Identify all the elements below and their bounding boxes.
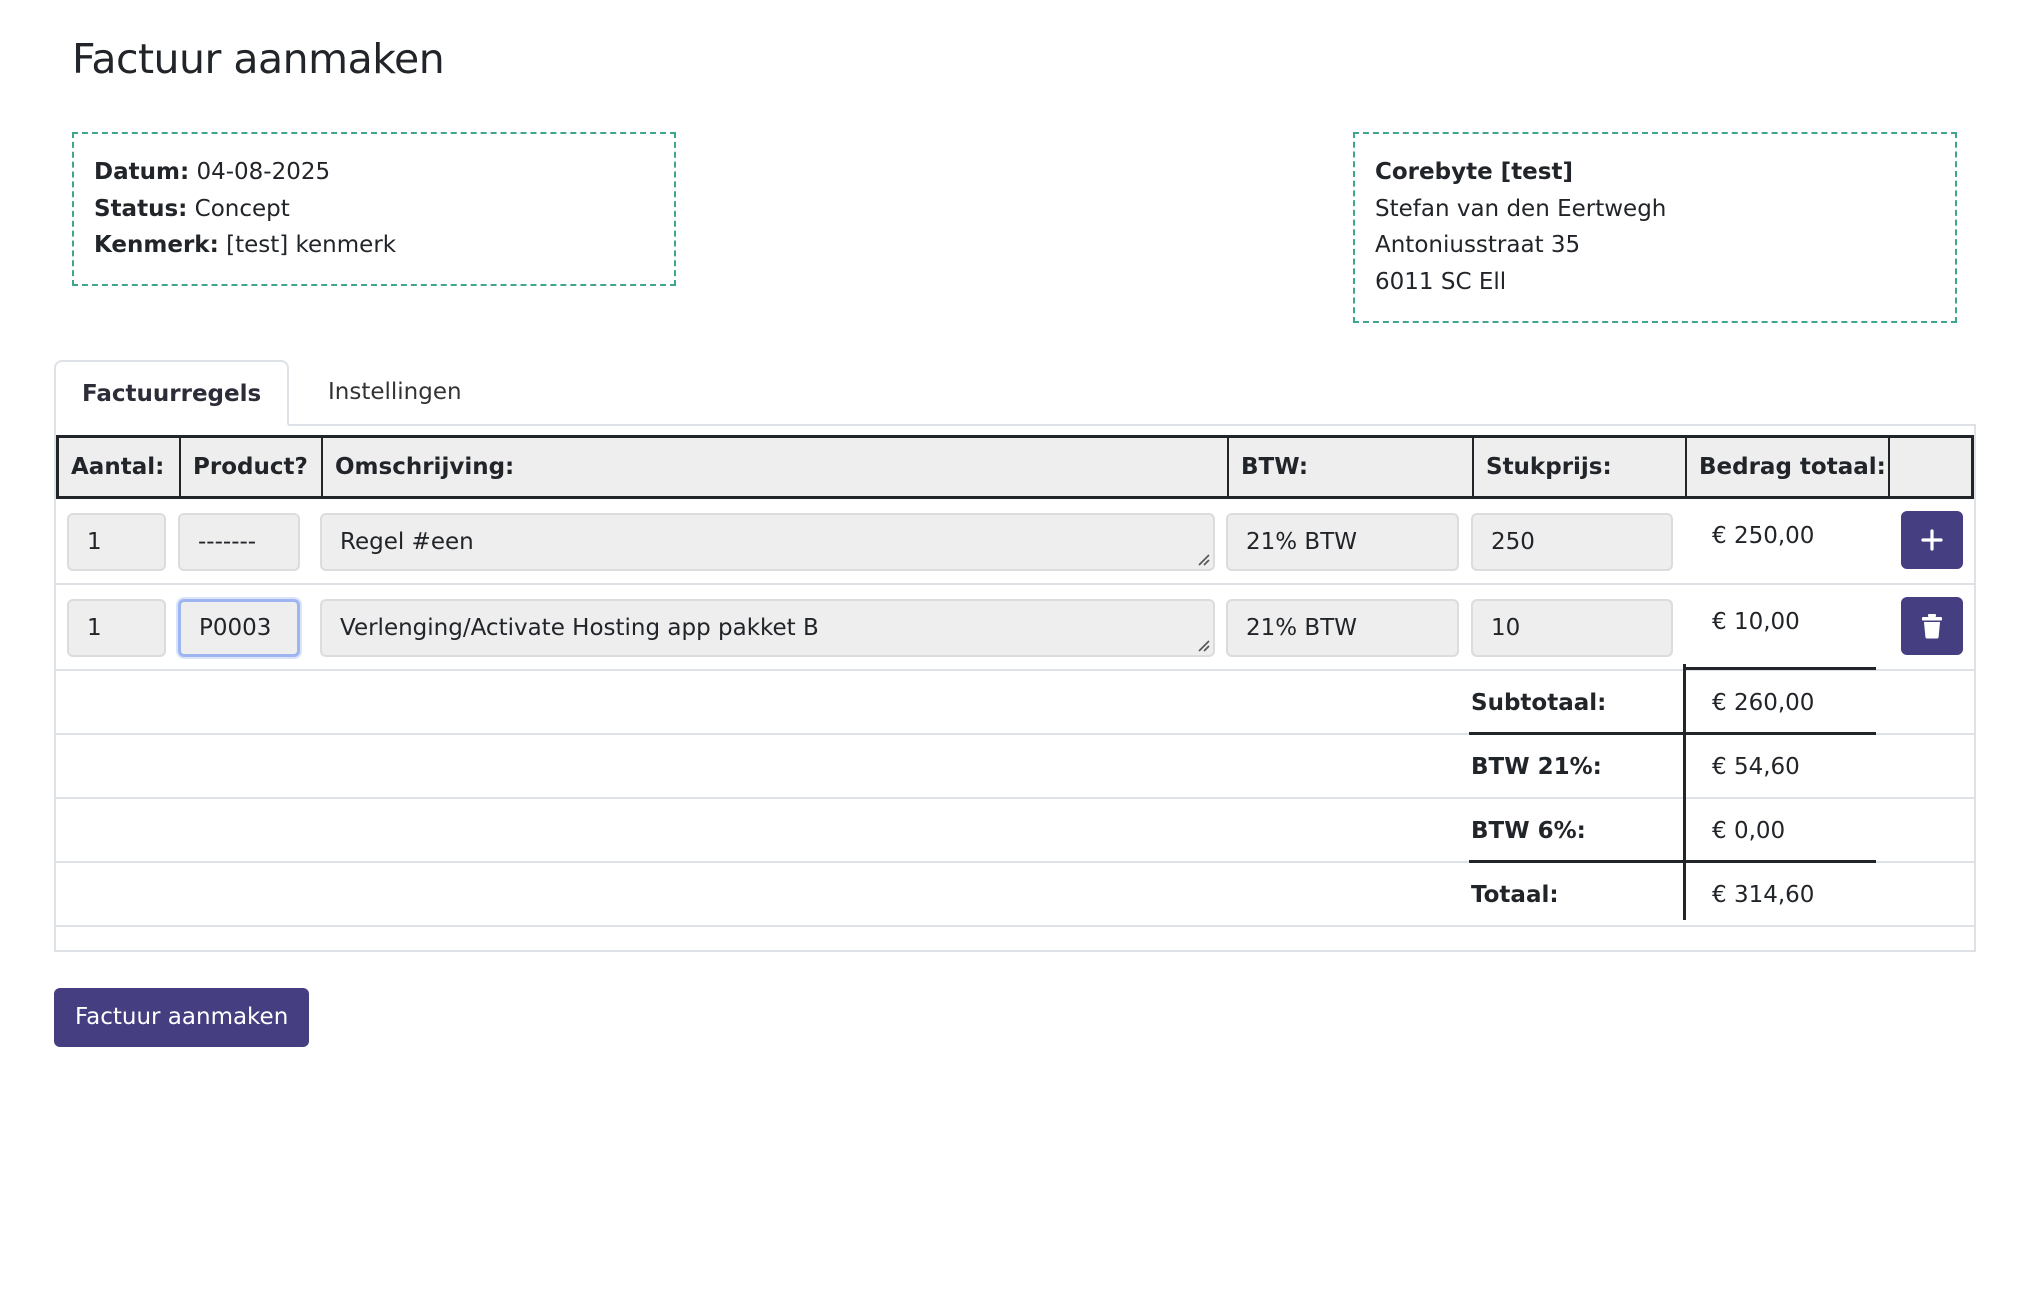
total-value: € 314,60 [1712,882,1815,908]
tab-instellingen[interactable]: Instellingen [328,379,462,405]
resize-grip-icon[interactable] [1196,552,1210,566]
reference-line [94,227,654,264]
totals-rule [1683,667,1876,670]
page-title: Factuur aanmaken [72,35,445,83]
delete-line-button[interactable] [1901,597,1963,655]
line-total: € 250,00 [1712,523,1815,549]
vat-select[interactable]: 21% BTW [1226,513,1459,571]
description-textarea[interactable] [320,513,1215,571]
client-postal-city: 6011 SC Ell [1375,268,1507,295]
header-vat: BTW: [1229,438,1474,496]
invoice-meta-box [72,132,676,286]
line-total: € 10,00 [1712,609,1800,635]
subtotal-value: € 260,00 [1712,690,1815,716]
header-description: Omschrijving: [323,438,1229,496]
vat6-value: € 0,00 [1712,818,1786,844]
vat21-label: BTW 21%: [1471,754,1602,780]
plus-icon [1919,527,1945,553]
reference-label: Kenmerk: [94,232,219,258]
total-row [56,863,1974,927]
header-quantity: Aantal: [59,438,181,496]
unit-price-input[interactable]: 10 [1471,599,1673,657]
header-total: Bedrag totaal: [1687,438,1890,496]
quantity-input[interactable]: 1 [67,599,166,657]
totals-rule [1469,860,1876,863]
date-label: Datum: [94,159,190,185]
totals-rule [1469,732,1876,735]
status-line [94,191,654,228]
header-actions [1890,438,1971,496]
total-label: Totaal: [1471,882,1559,908]
product-select[interactable]: ------- [178,513,300,571]
totals-divider [1683,664,1686,920]
reference-value: [test] kenmerk [226,232,397,258]
product-select[interactable]: P0003 [178,599,300,657]
vat21-row [56,735,1974,799]
date-value: 04-08-2025 [196,159,331,185]
create-invoice-button[interactable]: Factuur aanmaken [54,988,309,1047]
status-value: Concept [194,195,290,222]
subtotal-row [56,671,1974,735]
client-address-box [1353,132,1957,323]
subtotal-label: Subtotaal: [1471,690,1607,716]
vat6-label: BTW 6%: [1471,818,1586,844]
quantity-input[interactable]: 1 [67,513,166,571]
vat21-value: € 54,60 [1712,754,1800,780]
vat6-row [56,799,1974,863]
resize-grip-icon[interactable] [1196,638,1210,652]
client-company: Corebyte [test] [1375,159,1573,185]
date-line [94,154,654,191]
table-header [56,435,1974,499]
header-unit-price: Stukprijs: [1474,438,1687,496]
table-row [56,499,1974,585]
description-text: Verlenging/Activate Hosting app pakket B [340,615,819,641]
vat-select[interactable]: 21% BTW [1226,599,1459,657]
header-product: Product? [181,438,323,496]
description-text: Regel #een [340,529,474,555]
tab-bar [54,360,1976,426]
status-label: Status: [94,195,188,222]
description-textarea[interactable] [320,599,1215,657]
unit-price-input[interactable]: 250 [1471,513,1673,571]
client-contact: Stefan van den Eertwegh [1375,195,1667,222]
tab-factuurregels[interactable]: Factuurregels [54,360,289,426]
trash-icon [1920,613,1944,639]
table-row [56,585,1974,671]
client-street: Antoniusstraat 35 [1375,232,1581,258]
add-line-button[interactable] [1901,511,1963,569]
